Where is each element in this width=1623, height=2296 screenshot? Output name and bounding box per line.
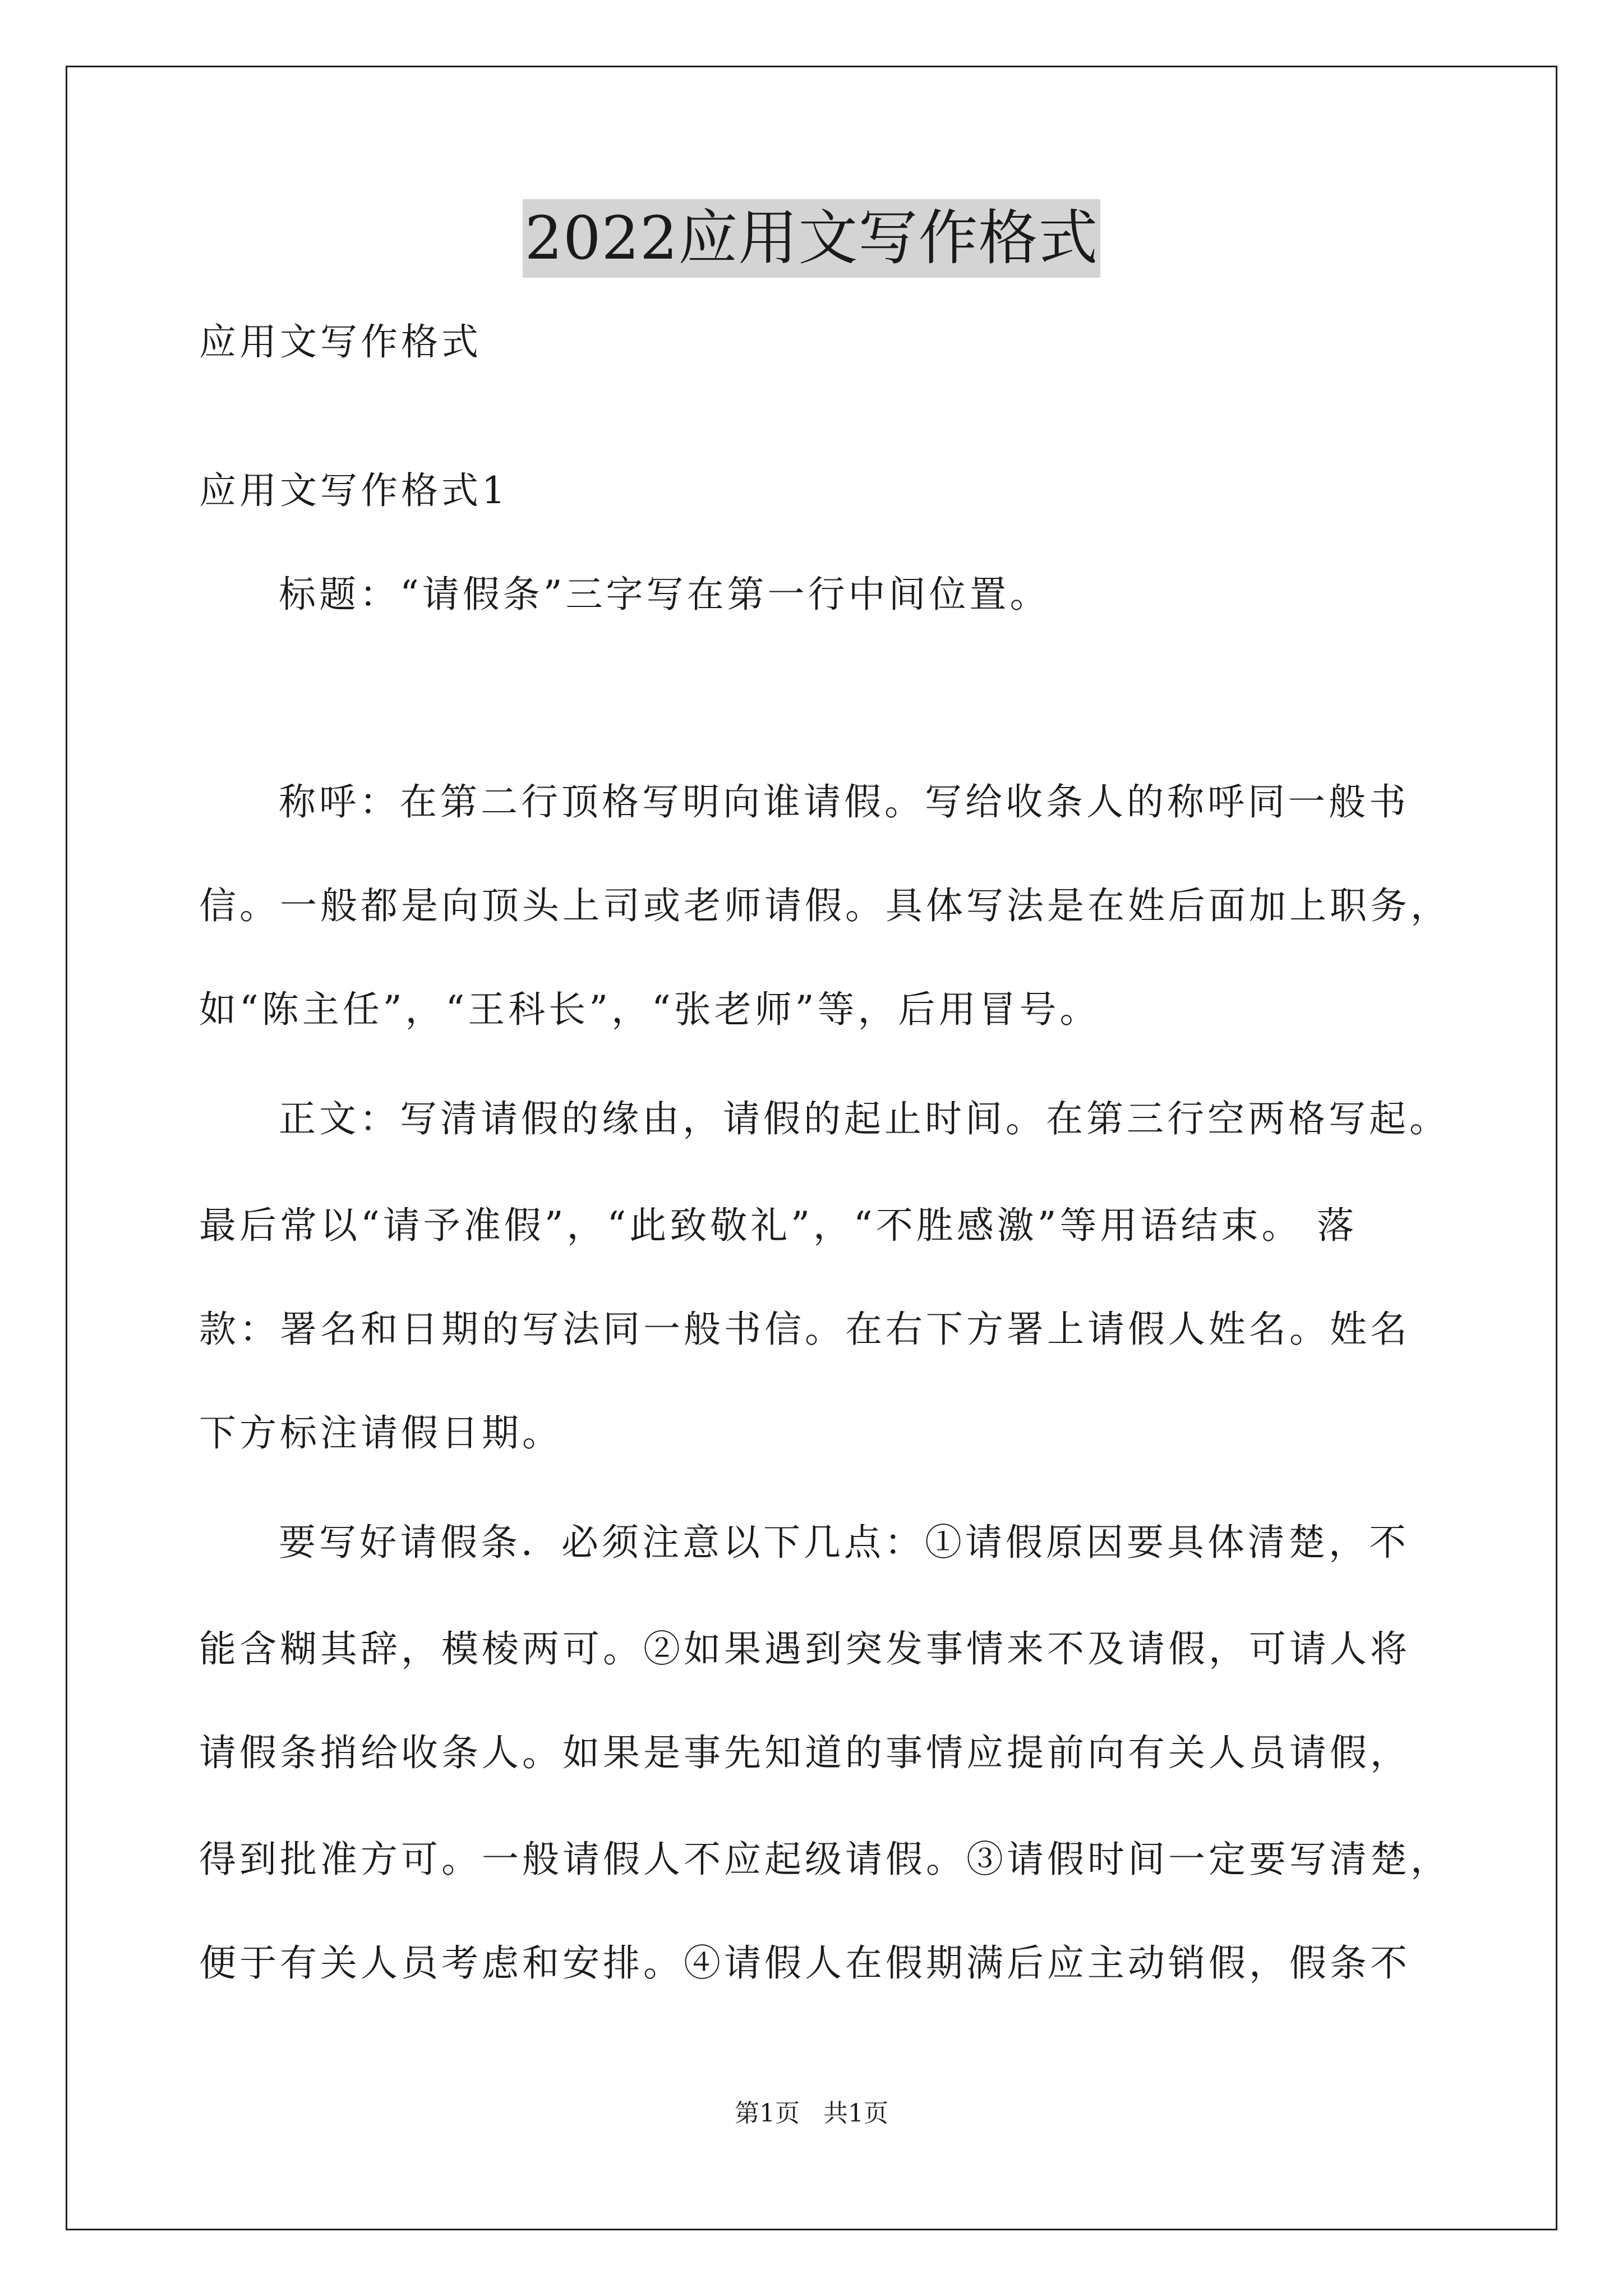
text-line: 下方标注请假日期。 bbox=[199, 1411, 562, 1455]
text-line: 如“陈主任”，“王科长”，“张老师”等，后用冒号。 bbox=[199, 988, 1100, 1031]
page-border bbox=[66, 66, 1557, 2230]
text-line: 应用文写作格式 bbox=[199, 320, 482, 364]
text-line: 正文：写清请假的缘由，请假的起止时间。在第三行空两格写起。 bbox=[279, 1097, 1450, 1140]
text-line: 要写好请假条．必须注意以下几点：①请假原因要具体清楚，不 bbox=[279, 1521, 1409, 1564]
text-line: 款：署名和日期的写法同一般书信。在右下方署上请假人姓名。姓名 bbox=[199, 1308, 1410, 1351]
text-line: 最后常以“请予准假”，“此致敬礼”，“不胜感激”等用语结束。 落 bbox=[199, 1204, 1358, 1247]
text-line: 能含糊其辞，模棱两可。②如果遇到突发事情来不及请假，可请人将 bbox=[199, 1627, 1410, 1671]
text-line: 应用文写作格式1 bbox=[199, 469, 509, 512]
page-footer: 第1页 共1页 bbox=[735, 2099, 888, 2128]
text-line: 便于有关人员考虑和安排。④请假人在假期满后应主动销假，假条不 bbox=[199, 1941, 1410, 1985]
text-line: 标题：“请假条”三字写在第一行中间位置。 bbox=[279, 573, 1050, 616]
text-line: 信。一般都是向顶头上司或老师请假。具体写法是在姓后面加上职务， bbox=[199, 884, 1451, 927]
document-title: 2022应用文写作格式 bbox=[523, 199, 1101, 278]
text-line: 称呼：在第二行顶格写明向谁请假。写给收条人的称呼同一般书 bbox=[279, 780, 1409, 823]
text-line: 请假条捎给收条人。如果是事先知道的事情应提前向有关人员请假， bbox=[199, 1731, 1410, 1774]
text-line: 得到批准方可。一般请假人不应起级请假。③请假时间一定要写清楚， bbox=[199, 1838, 1451, 1881]
title-container bbox=[0, 199, 1623, 278]
